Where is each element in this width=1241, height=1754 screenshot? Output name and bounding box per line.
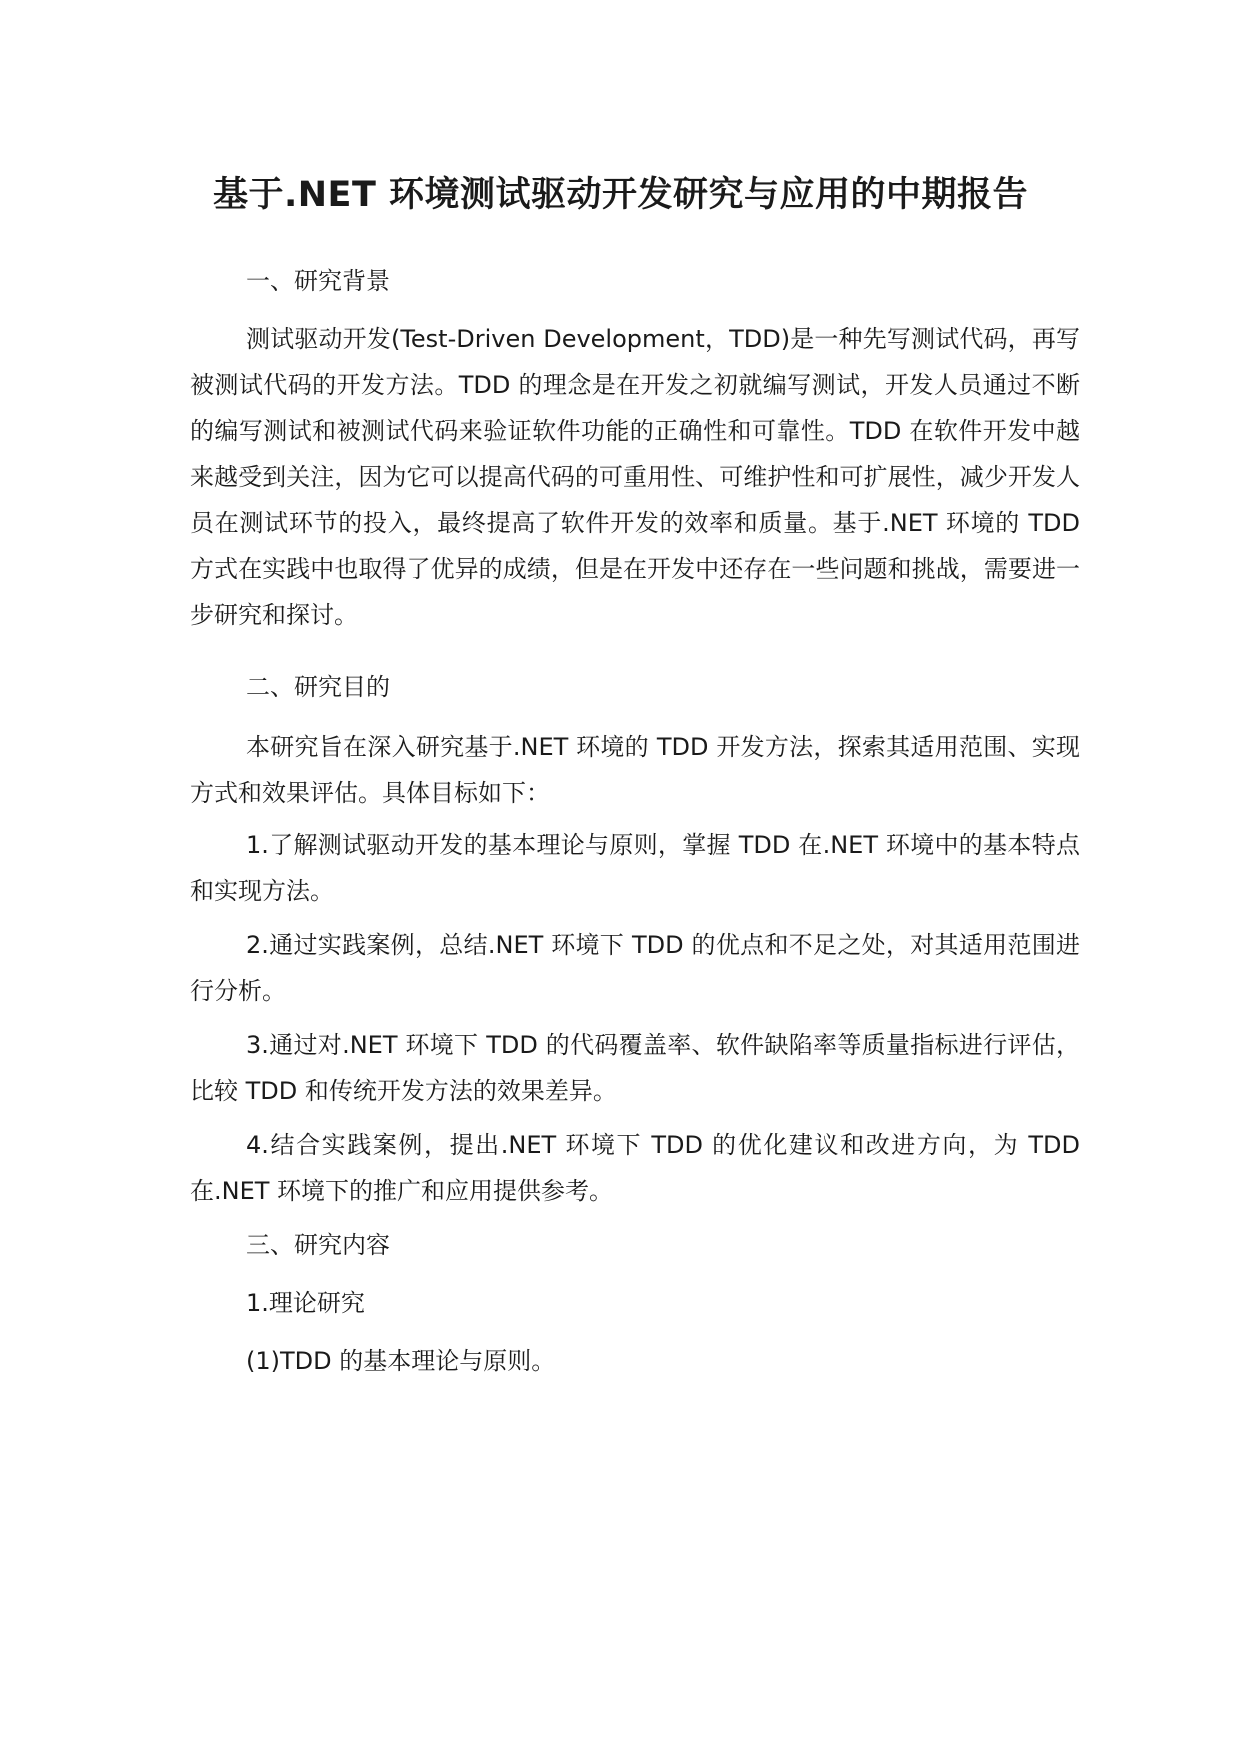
section-heading-background: 一、研究背景	[246, 267, 390, 295]
goal-item-4: 4.结合实践案例，提出.NET 环境下 TDD 的优化建议和改进方向，为 TDD 在.NET 环境下的推广和应用提供参考。	[190, 1131, 1080, 1205]
subheading-theory-research: 1.理论研究	[246, 1289, 365, 1317]
section-heading-purpose: 二、研究目的	[246, 673, 390, 701]
content-list-item: (1)TDD 的基本理论与原则。	[246, 1347, 556, 1375]
document-title: 基于.NET 环境测试驱动开发研究与应用的中期报告	[212, 175, 1029, 215]
background-paragraph: 测试驱动开发(Test-Driven Development，TDD)是一种先写测试代码，再写被测试代码的开发方法。TDD 的理念是在开发之初就编写测试，开发人员通过不断的编写测试和被测试代码来验证软件功能的正确性和可靠性。TDD 在软件开发中越来越受到关注，因为它可以提高代码的可重用性、可维护性和可扩展性，减少开发人员在测试环节的投入，最终提高了软件开发的效率和质量。基于.NET 环境的 TDD 方式在实践中也取得了优异的成绩，但是在开发中还存在一些问题和挑战，需要进一步研究和探讨。	[190, 325, 1080, 629]
goal-item-1: 1.了解测试驱动开发的基本理论与原则，掌握 TDD 在.NET 环境中的基本特点和实现方法。	[190, 831, 1080, 905]
purpose-intro-paragraph: 本研究旨在深入研究基于.NET 环境的 TDD 开发方法，探索其适用范围、实现方式和效果评估。具体目标如下：	[190, 733, 1080, 807]
section-heading-content: 三、研究内容	[246, 1231, 390, 1259]
goal-item-2: 2.通过实践案例，总结.NET 环境下 TDD 的优点和不足之处，对其适用范围进行分析。	[190, 931, 1080, 1005]
goal-item-3: 3.通过对.NET 环境下 TDD 的代码覆盖率、软件缺陷率等质量指标进行评估，比较 TDD 和传统开发方法的效果差异。	[190, 1031, 1080, 1105]
